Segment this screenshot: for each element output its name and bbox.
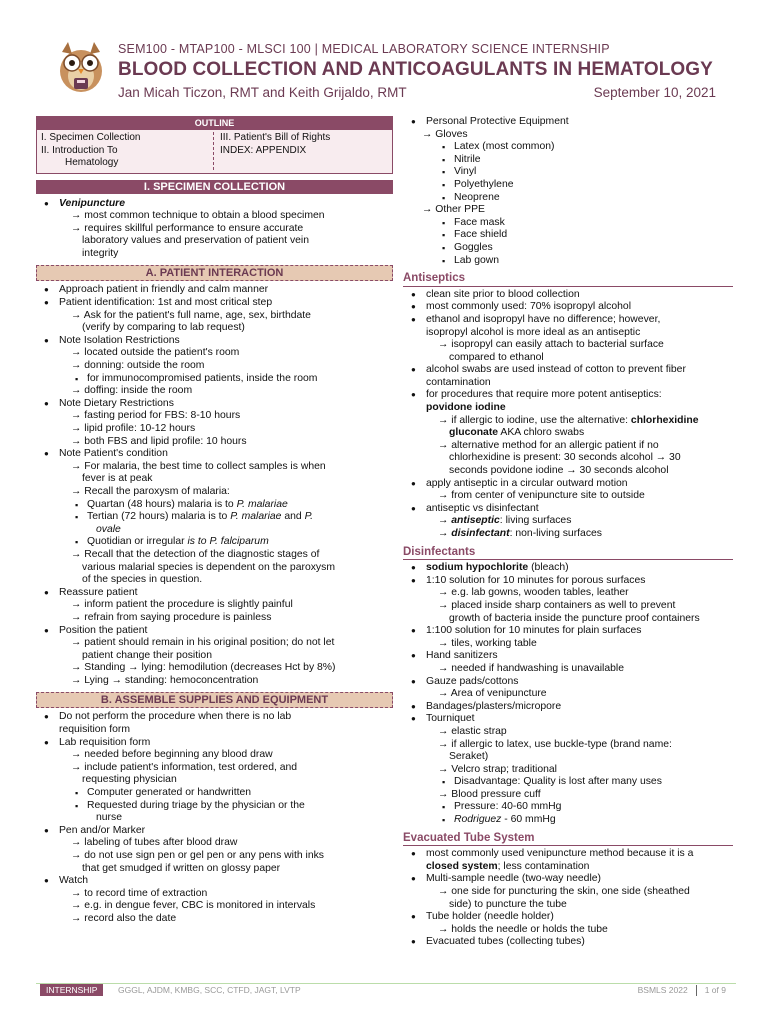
nested-item: ▪ Nitrile [403, 154, 733, 167]
definition: : living surfaces [499, 515, 572, 527]
list-item: ● Gauze pads/cottons [403, 676, 733, 689]
sub-item: → e.g. in dengue fever, CBC is monitored in intervals [71, 900, 316, 912]
list-item: ● clean site prior to blood collection [403, 289, 733, 302]
sub-item: → alternative method for an allergic patient if no [438, 439, 659, 451]
list-item: ● 1:10 solution for 10 minutes for porous surfaces [403, 575, 733, 588]
sub-item: → Blood pressure cuff [438, 788, 541, 800]
sub-item-cont: compared to ethanol [449, 351, 544, 363]
list-item: ● Note Dietary Restrictions [36, 398, 393, 411]
sub-item [403, 515, 733, 528]
sub-item: → Other PPE [422, 204, 485, 216]
list-item: ● Note Patient's condition [36, 448, 393, 461]
sub-item-cont: that get smudged if written on glossy paper [82, 862, 281, 874]
nested-item: ▪ Pressure: 40-60 mmHg [403, 801, 733, 814]
sub-item: → Ask for the patient's full name, age, sex, birthdate [71, 309, 311, 321]
subsection-heading: B. ASSEMBLE SUPPLIES AND EQUIPMENT [36, 692, 393, 708]
arrow: → [438, 528, 452, 539]
term-sodium-hypochlorite: sodium hypochlorite [426, 562, 529, 574]
sub-item: → tiles, working table [438, 637, 537, 649]
nested-item: ▪ for immunocompromised patients, inside the room [36, 373, 393, 386]
sub-item: → labeling of tubes after blood draw [71, 837, 238, 849]
sub-item: → Recall the paroxysm of malaria: [71, 485, 230, 497]
nested-item: ▪ Polyethylene [403, 179, 733, 192]
list-item: ● Position the patient [36, 625, 393, 638]
sub-item: → record also the date [71, 912, 177, 924]
term-chlorhexidine: chlorhexidine [630, 414, 699, 426]
bleach-text: (bleach) [528, 562, 569, 574]
sub-item: → one side for puncturing the skin, one side (sheathed [438, 886, 690, 898]
sub-item: → inform patient the procedure is slightly painful [71, 599, 293, 611]
sub-item [403, 528, 733, 541]
list-item: ● antiseptic vs disinfectant [403, 503, 733, 516]
footer-authors: GGGL, AJDM, KMBG, SCC, CTFD, JAGT, LVTP [118, 985, 301, 995]
nested-item: ▪ Neoprene [403, 192, 733, 205]
sub-item-cont: chlorhexidine is present: 30 seconds alcohol → 30 [449, 452, 681, 464]
nested-item [36, 499, 393, 512]
sub-item: → holds the needle or holds the tube [438, 923, 608, 935]
sub-item: → Lying → standing: hemoconcentration [71, 674, 259, 686]
list-item: ● Evacuated tubes (collecting tubes) [403, 936, 733, 949]
sub-item-cont: Seraket) [449, 751, 489, 763]
quotidian-text: Quotidian or irregular [87, 536, 188, 548]
pressure-value: - 60 mmHg [501, 814, 556, 826]
footer-right [638, 984, 726, 996]
sub-item-cont: growth of bacteria inside the puncture proof containers [449, 612, 700, 624]
evacuated-tube-heading: Evacuated Tube System [403, 832, 733, 847]
alt-text: → if allergic to iodine, use the alternative: [438, 414, 631, 426]
sub-item: → Standing → lying: hemodilution (decreases Hct by 8%) [71, 662, 336, 674]
disinfectants-heading: Disinfectants [403, 546, 733, 561]
nested-item [403, 814, 733, 827]
sub-item: → both FBS and lipid profile: 10 hours [71, 435, 247, 447]
sub-item-cont: fever is at peak [82, 473, 153, 485]
sub-item-cont: patient change their position [82, 649, 212, 661]
left-column [36, 116, 393, 926]
sub-item [403, 415, 733, 428]
outline-item[interactable]: III. Patient's Bill of Rights [220, 132, 331, 143]
definition: : non-living surfaces [509, 528, 602, 539]
nested-item: ▪ Face shield [403, 229, 733, 242]
footer-program: BSMLS 2022 [637, 985, 688, 995]
aka-text: AKA chloro swabs [498, 427, 585, 439]
sub-item: → needed before beginning any blood draw [71, 749, 273, 761]
nested-item: ▪ Requested during triage by the physician or the [36, 800, 393, 813]
outline-left [37, 132, 213, 170]
outline-right [213, 132, 392, 170]
sub-item-cont: laboratory values and preservation of patient vein [82, 235, 310, 247]
sub-item: → if allergic to latex, use buckle-type (brand name: [438, 738, 672, 750]
list-item: ● Watch [36, 875, 393, 888]
list-item-cont: requisition form [59, 724, 131, 736]
term-closed-system: closed system [426, 860, 498, 872]
nested-item: ▪ Lab gown [403, 255, 733, 268]
outline-item[interactable]: Hematology [65, 157, 119, 168]
list-item-cont: contamination [426, 376, 491, 388]
sub-item-cont: seconds povidone iodine → 30 seconds alcohol [449, 465, 669, 477]
antiseptics-heading: Antiseptics [403, 272, 733, 287]
outline-item[interactable]: I. Specimen Collection [41, 132, 141, 143]
nested-item: ▪ Disadvantage: Quality is lost after many uses [403, 776, 733, 789]
nested-item: ▪ Computer generated or handwritten [36, 787, 393, 800]
outline-box [36, 116, 393, 174]
section-heading: I. SPECIMEN COLLECTION [36, 180, 393, 194]
species-name: P. [304, 511, 314, 523]
nested-item [36, 536, 393, 549]
sub-item: → to record time of extraction [71, 887, 208, 899]
list-item: ● Pen and/or Marker [36, 825, 393, 838]
sub-item: → needed if handwashing is unavailable [438, 662, 625, 674]
outline-heading: OUTLINE [37, 117, 392, 130]
sub-item: → requires skillful performance to ensure accurate [71, 222, 304, 234]
nested-item-cont: nurse [96, 812, 122, 824]
sub-item-cont: (verify by comparing to lab request) [82, 322, 245, 334]
sub-item: → patient should remain in his original position; do not let [71, 637, 335, 649]
nested-item [36, 511, 393, 524]
sub-item: → For malaria, the best time to collect samples is when [71, 460, 326, 472]
list-item: ● most commonly used: 70% isopropyl alcohol [403, 301, 733, 314]
nested-item: ▪ Face mask [403, 217, 733, 230]
sub-item: → Area of venipuncture [438, 688, 547, 700]
sub-item-cont: of the species in question. [82, 574, 203, 586]
subsection-heading: A. PATIENT INTERACTION [36, 265, 393, 281]
list-item: ● Note Isolation Restrictions [36, 335, 393, 348]
sub-item: → refrain from saying procedure is painless [71, 611, 272, 623]
conjunction: and [281, 511, 305, 523]
authors: Jan Micah Ticzon, RMT and Keith Grijaldo, RMT [118, 85, 407, 100]
list-item: ● Hand sanitizers [403, 650, 733, 663]
sub-item: → from center of venipuncture site to outside [438, 490, 645, 502]
sub-item: → lipid profile: 10-12 hours [71, 423, 196, 434]
list-item: ● Patient identification: 1st and most critical step [36, 297, 393, 310]
rodriguez-text: Rodriguez [454, 814, 502, 826]
term-disinfectant: disinfectant [451, 528, 510, 539]
tertian-text: Tertian (72 hours) malaria is to [87, 511, 231, 523]
sub-item: → Velcro strap; traditional [438, 763, 557, 775]
list-item: ● alcohol swabs are used instead of cotton to prevent fiber [403, 364, 733, 377]
list-item: ● apply antiseptic in a circular outward motion [403, 478, 733, 491]
document-title: BLOOD COLLECTION AND ANTICOAGULANTS IN HEMATOLOGY [118, 59, 713, 80]
list-item: ● Multi-sample needle (two-way needle) [403, 873, 733, 886]
list-item-cont: povidone iodine [426, 402, 506, 414]
sub-item: → include patient's information, test ordered, and [71, 761, 298, 773]
species-name: P. malariae [236, 498, 288, 510]
sub-item-cont: requesting physician [82, 774, 177, 786]
list-item: ● 1:100 solution for 10 minutes for plain surfaces [403, 625, 733, 638]
page-number: 1 of 9 [704, 985, 726, 995]
sub-item: → donning: outside the room [71, 360, 205, 372]
sub-item: → fasting period for FBS: 8-10 hours [71, 410, 241, 422]
species-name: P. malariae [230, 511, 282, 523]
sub-item: → placed inside sharp containers as well to prevent [438, 599, 676, 611]
sub-item: → located outside the patient's room [71, 347, 240, 359]
list-item [36, 198, 393, 211]
list-item: ● Personal Protective Equipment [403, 116, 733, 129]
quartan-text: Quartan (48 hours) malaria is to [87, 498, 237, 510]
sub-item: → doffing: inside the room [71, 385, 193, 397]
page-footer [36, 983, 736, 997]
sub-item: → Recall that the detection of the diagnostic stages of [71, 548, 320, 560]
nested-item-cont [36, 524, 393, 537]
list-item [403, 562, 733, 575]
list-item: ● Do not perform the procedure when there is no lab [36, 711, 393, 724]
list-item: ● Approach patient in friendly and calm manner [36, 284, 393, 297]
sub-item-cont: integrity [82, 247, 119, 259]
document-date: September 10, 2021 [593, 85, 716, 100]
list-item: ● most commonly used venipuncture method because it is a [403, 848, 733, 861]
list-item: ● Bandages/plasters/micropore [403, 701, 733, 714]
term-antiseptic: antiseptic [451, 515, 500, 527]
species-name: is to P. falciparum [187, 536, 269, 548]
nested-item: ▪ Vinyl [403, 166, 733, 179]
nested-item: ▪ Goggles [403, 242, 733, 255]
sub-item-cont: various malarial species is dependent on the paroxysm [82, 561, 335, 573]
term-gluconate: gluconate [449, 427, 499, 439]
sub-item-cont: side) to puncture the tube [449, 898, 567, 910]
list-item: ● ethanol and isopropyl have no difference; however, [403, 314, 733, 327]
sub-item-cont [403, 427, 733, 440]
list-item: ● Tube holder (needle holder) [403, 911, 733, 924]
term-venipuncture: Venipuncture [59, 197, 126, 209]
list-item: ● for procedures that require more potent antiseptics: [403, 389, 733, 402]
outline-body [37, 130, 392, 173]
species-name: ovale [96, 523, 121, 535]
sub-item: → elastic strap [438, 725, 507, 737]
sub-item: → Gloves [422, 128, 468, 140]
contamination-text: ; less contamination [497, 860, 590, 872]
arrow: → [438, 515, 452, 527]
list-item-cont [403, 861, 733, 874]
list-item: ● Tourniquet [403, 713, 733, 726]
nested-item: ▪ Latex (most common) [403, 141, 733, 154]
owl-logo-icon [50, 38, 112, 94]
sub-item: → most common technique to obtain a blood specimen [71, 210, 325, 222]
footer-divider [696, 985, 697, 996]
list-item: ● Lab requisition form [36, 737, 393, 750]
outline-item[interactable]: II. Introduction To [41, 144, 118, 156]
footer-tag: INTERNSHIP [40, 984, 103, 996]
sub-item: → isopropyl can easily attach to bacterial surface [438, 339, 664, 351]
sub-item: → e.g. lab gowns, wooden tables, leather [438, 587, 629, 599]
sub-item: → do not use sign pen or gel pen or any pens with inks [71, 850, 324, 861]
list-item-cont: isopropyl alcohol is more ideal as an antiseptic [426, 326, 641, 338]
right-column [403, 116, 733, 949]
list-item: ● Reassure patient [36, 587, 393, 600]
document-header [0, 0, 768, 110]
course-line: SEM100 - MTAP100 - MLSCI 100 | MEDICAL LABORATORY SCIENCE INTERNSHIP [118, 42, 610, 56]
outline-item[interactable]: INDEX: APPENDIX [220, 144, 307, 156]
